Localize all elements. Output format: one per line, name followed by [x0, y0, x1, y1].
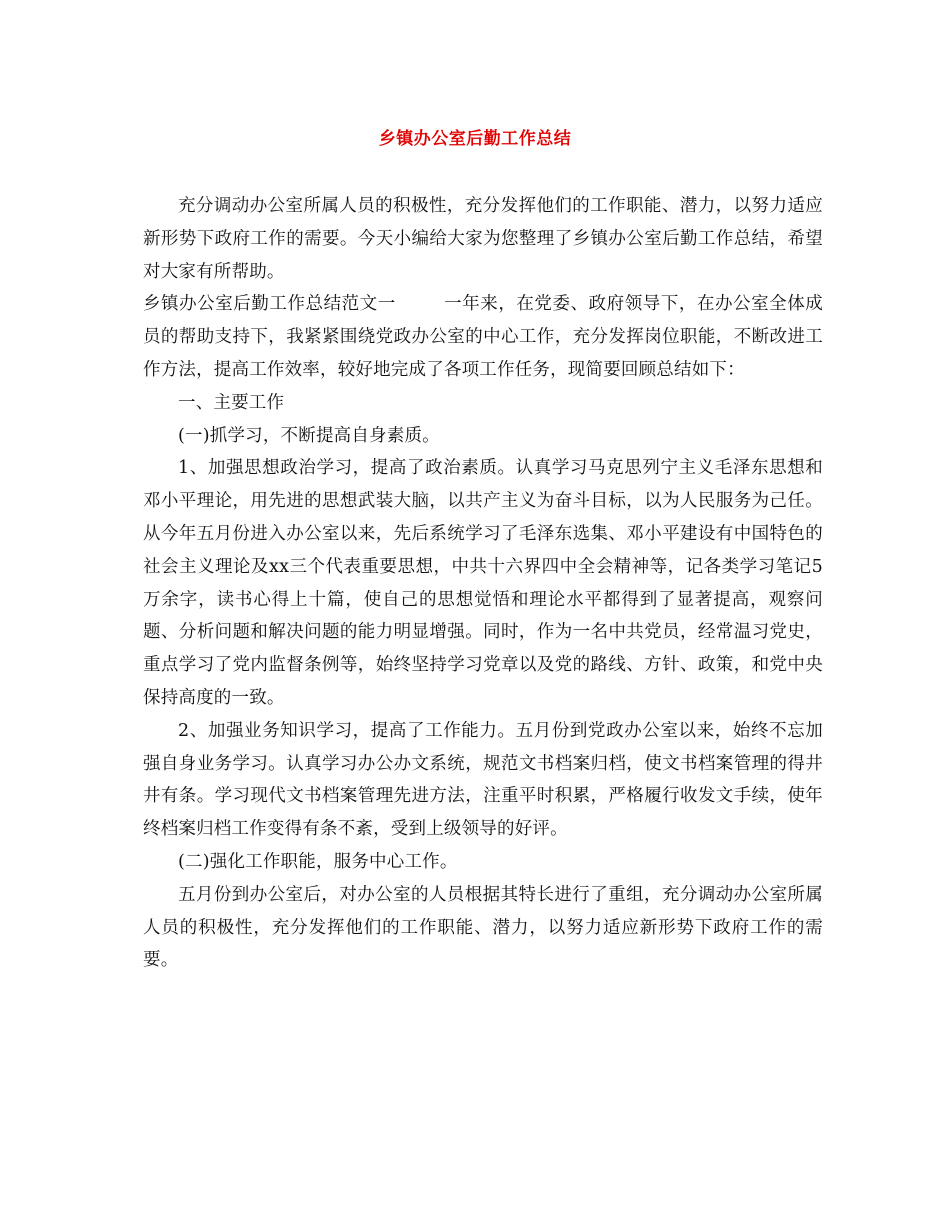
subheading-function: (二)强化工作职能，服务中心工作。 — [178, 851, 458, 872]
document-title: 乡镇办公室后勤工作总结 — [378, 129, 572, 149]
heading-main-work: 一、主要工作 — [178, 392, 285, 413]
paragraph-reorganization: 五月份到办公室后，对办公室的人员根据其特长进行了重组，充分调动办公室所属人员的积极性，充分发挥他们的工作职能、潜力，以努力适应新形势下政府工作的需要。 — [143, 884, 823, 971]
document-body — [143, 190, 823, 977]
section-opening: 一年来，在党委、政府领导下，在办公室全体成员的帮助支持下，我紧紧围绕党政办公室的中心工作，充分发挥岗位职能，不断改进工作方法，提高工作效率，较好地完成了各项工作任务，现简要回顾总结如下： — [143, 294, 823, 380]
subheading-study: (一)抓学习，不断提高自身素质。 — [178, 425, 440, 446]
section-paragraph — [143, 288, 823, 386]
section-label: 乡镇办公室后勤工作总结范文一 — [143, 294, 396, 315]
paragraph-business-study: 2、加强业务知识学习，提高了工作能力。五月份到党政办公室以来，始终不忘加强自身业务学习。认真学习办公办文系统，规范文书档案归档，使文书档案管理的得井井有条。学习现代文书档案管理先进方法，注重平时积累，严格履行收发文手续，使年终档案归档工作变得有条不紊，受到上级领导的好评。 — [143, 720, 823, 840]
intro-paragraph: 充分调动办公室所属人员的积极性，充分发挥他们的工作职能、潜力，以努力适应新形势下政府工作的需要。今天小编给大家为您整理了乡镇办公室后勤工作总结，希望对大家有所帮助。 — [143, 196, 823, 282]
paragraph-political-study: 1、加强思想政治学习，提高了政治素质。认真学习马克思列宁主义毛泽东思想和邓小平理论，用先进的思想武装大脑，以共产主义为奋斗目标，以为人民服务为己任。从今年五月份进入办公室以来，先后系统学习了毛泽东选集、邓小平建设有中国特色的社会主义理论及xx三个代表重要思想，中共十六界四中全会精神等，记各类学习笔记5万余字，读书心得上十篇，使自己的思想觉悟和理论水平都得到了显著提高，观察问题、分析问题和解决问题的能力明显增强。同时，作为一名中共党员，经常温习党史，重点学习了党内监督条例等，始终坚持学习党章以及党的路线、方针、政策，和党中央保持高度的一致。 — [143, 458, 823, 708]
